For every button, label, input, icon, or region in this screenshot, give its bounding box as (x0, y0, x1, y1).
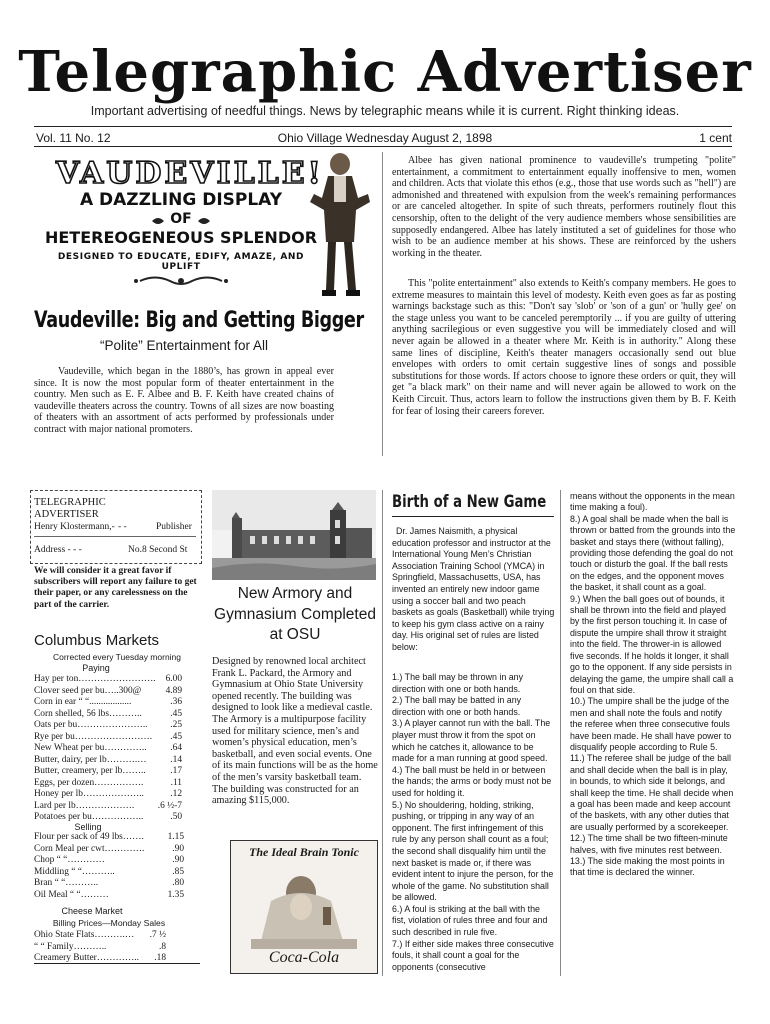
market-price: .45 (170, 731, 182, 742)
basketball-headline-rule (392, 516, 554, 517)
market-price: .85 (172, 866, 184, 877)
market-item: Butter, creamery, per lb…….. (34, 766, 146, 776)
armory-photo (212, 490, 376, 580)
market-row (34, 743, 182, 755)
top-rule (34, 126, 732, 127)
market-row (34, 789, 182, 801)
market-item: Hay per ton……………………. (34, 674, 156, 684)
market-row (34, 844, 184, 856)
ad-logo: Coca-Cola (268, 949, 340, 966)
publisher-divider (34, 536, 196, 537)
market-row (34, 778, 182, 790)
market-row (34, 832, 184, 844)
cheese-sub: Billing Prices—Monday Sales (52, 918, 166, 928)
market-item: Middling “ “……….. (34, 866, 115, 877)
market-price: .18 (154, 953, 166, 963)
lead-paragraph: Vaudeville, which began in the 1880’s, has grown in appeal ever since. It is now the most popular form of theater entertainment in the country. Men such as E. F. Albee and B. F. Keith have created chains of vaudeville theaters across the country. Towns of all sizes are now boasting of theaters with an assortment of acts performed by professionals under contract with major national promoters. (34, 366, 334, 435)
vaudeville-line-4: DESIGNED TO EDUCATE, EDIFY, AMAZE, AND UPLIFT (57, 252, 305, 272)
delivery-notice: We will consider it a great favor if subscribers will report any failure to get their paper, or any carelessness on the part of the carrier. (34, 566, 197, 610)
publisher-paper-name-2: ADVERTISER (34, 509, 99, 520)
armory-building-image (212, 490, 376, 580)
market-price: 6.00 (165, 674, 182, 684)
markets-bottom-rule (34, 963, 200, 964)
dateline: Ohio Village Wednesday August 2, 1898 (277, 131, 493, 145)
market-price: .80 (172, 878, 184, 888)
market-price: 1.35 (167, 889, 184, 900)
markets-paying-label: Paying (82, 663, 110, 673)
market-price: 4.89 (165, 685, 182, 696)
vaudeville-line-3: HETEREOGENEOUS SPLENDOR (44, 228, 318, 247)
market-price: .7 ½ (149, 930, 166, 940)
vaudeville-title: VAUDEVILLE! (56, 156, 324, 191)
cheese-list (34, 930, 166, 965)
market-price: .45 (170, 708, 182, 719)
masthead-tagline: Important advertising of needful things. News by telegraphic means while it is current. Right thinking ideas. (90, 104, 680, 118)
market-price: 1.15 (167, 832, 184, 842)
market-price: .25 (170, 720, 182, 730)
market-item: Flour per sack of 49 lbs……. (34, 832, 144, 842)
performer-illustration (306, 150, 374, 302)
market-item: Clover seed per bu…..300@ (34, 685, 142, 696)
market-row (34, 867, 184, 879)
coca-cola-advertisement (230, 840, 378, 974)
market-item: Corn in ear “ “.................. (34, 697, 132, 707)
market-item: Oil Meal “ “……… (34, 889, 109, 900)
flourish-icon (40, 272, 322, 290)
price: 1 cent (699, 131, 732, 145)
market-item: Honey per lb……………….. (34, 789, 144, 799)
masthead-title: Telegraphic Advertiser (18, 39, 752, 105)
volume-number: Vol. 11 No. 12 (36, 131, 111, 145)
market-row (34, 942, 166, 954)
lead-headline: Vaudeville: Big and Getting Bigger (34, 308, 364, 333)
market-row (34, 801, 182, 813)
market-row (34, 674, 182, 686)
market-price: .64 (170, 743, 182, 753)
vaudeville-ornament (40, 272, 322, 290)
market-row (34, 766, 182, 778)
publisher-name: Henry Klostermann,- (34, 522, 115, 532)
market-item: Bran “ “……….. (34, 878, 99, 888)
market-item: New Wheat per bu………….. (34, 743, 147, 753)
market-price: .90 (172, 855, 184, 865)
publisher-label: Publisher (156, 522, 192, 532)
vaudeville-line-1: A DAZZLING DISPLAY (79, 190, 283, 210)
markets-title: Columbus Markets (34, 632, 160, 649)
lead-right-paragraph-1: Albee has given national prominence to vaudeville's trumpeting "polite" entertainment, a commitment to entertainment equally inoffensive to men, women and children. Acts that violate this ethos (e.g., those that use words such as "hell") are admonished and threatened with expulsion from the week's remaining performances or are canceled altogether. In spite of such threats, performers routinely flout this censorship, often to the delight of the very audience members whose sensibilities are supposedly endangered. Albee has lately instituted a set of guidelines for those who wish to be an audience member at his shows. These are reinforced by the ushers working in the theater. (392, 155, 736, 259)
market-item: Oats per bu………………….. (34, 720, 148, 730)
market-price: .6 ½-7 (157, 800, 182, 811)
market-price: .14 (170, 754, 182, 765)
address-value: No.8 Second St (128, 545, 188, 555)
address-label: Address - - - (34, 545, 82, 555)
market-row (34, 697, 182, 709)
market-item: Potatoes per bu…………….. (34, 812, 144, 822)
cheese-label: Cheese Market (61, 906, 123, 916)
column-rule-lower-2 (560, 490, 561, 976)
market-price: .90 (172, 843, 184, 854)
armory-headline: New Armory and Gymnasium Completed at OSU (214, 585, 376, 643)
market-item: Rye per bu……………………. (34, 731, 153, 742)
market-item: Chop “ “………… (34, 855, 105, 865)
market-price: .12 (170, 789, 182, 799)
market-row (34, 890, 184, 902)
market-row (34, 720, 182, 732)
vaudeville-line-2: OF (170, 211, 192, 227)
market-row (34, 709, 182, 721)
column-rule-lower (382, 490, 383, 976)
dateline-rule (34, 146, 732, 147)
basketball-headline: Birth of a New Game (392, 492, 547, 512)
market-price: .17 (170, 766, 182, 776)
market-row (34, 686, 182, 698)
publisher-dashes: - - (118, 522, 127, 532)
basketball-intro: Dr. James Naismith, a physical education professor and instructor at the International Young Men’s Christian Association Training School (YMCA) in Springfield, Massachusetts, USA, has invented an entirely new indoor game using a soccer ball and two peach baskets as goals (Basketball) while trying to keep his gym class active on a rainy day. His original set of rules are listed below: (392, 526, 555, 652)
market-price: .50 (170, 812, 182, 822)
market-row (34, 732, 182, 744)
armory-body: Designed by renowned local architect Frank L. Packard, the Armory and Gymnasium at Ohio State University opened recently. The building was designed to look like a medieval castle. The Armory is a multipurpose facility used for military science, men’s and women’s physical education, men’s basketball, and even social events. One of its main functions will be as the home of the men’s varsity basketball team. The building was constructed for an amazing $115,000. (212, 656, 378, 807)
market-price: .36 (170, 697, 182, 707)
column-rule (382, 152, 383, 456)
market-item: Creamery Butter………….. (34, 953, 139, 963)
lead-right-paragraph-2: This "polite entertainment" also extends to Keith's company members. He goes to extreme measures to maintain this level of modesty. Keith even goes as far as posting warnings backstage such as this: "Don't say 'slob' or 'son of a gun' or 'hully gee' on the stage unless you want to be canceled peremptorily ... if you are guilty of uttering anything sacrilegious or even suggestive you will be immediately closed and will never again be allowed in a theater where Mr. Keith is in authority." Along these same lines of discipline, Keith's theater managers occasionally send out blue envelopes with orders to omit certain suggestive lines of songs and possible substitutions for those words. If actors choose to ignore these orders or quit, they will get "a black mark" on their name and will never again be allowed to work on the Keith Circuit. Thus, actors learn to follow the instructions given them by B. F. Keith for fear of losing their careers forever. (392, 278, 736, 417)
market-row (34, 755, 182, 767)
markets-corrected: Corrected every Tuesday morning (52, 652, 182, 662)
market-item: Ohio State Flats……….… (34, 930, 135, 940)
market-item: Corn shelled, 56 lbs……….. (34, 708, 142, 719)
market-row (34, 855, 184, 867)
market-price: .11 (170, 777, 182, 788)
selling-list (34, 832, 184, 901)
market-row (34, 930, 166, 942)
lead-subhead: “Polite” Entertainment for All (99, 338, 269, 353)
market-row (34, 878, 184, 890)
markets-selling-label: Selling (74, 822, 102, 832)
publisher-paper-name-1: TELEGRAPHIC (34, 497, 106, 508)
performer-image (306, 150, 374, 302)
ad-headline: The Ideal Brain Tonic (249, 845, 359, 859)
market-item: Corn Meal per cwt…………. (34, 843, 145, 854)
basketball-rules-col1: 1.) The ball may be thrown in any direction with one or both hands. 2.) The ball may be batted in any direction with one or both hands. 3.) A player cannot run with the ball. The player must throw it from the spot on which he catches it, allowance to be made for a man running at good speed. 4.) The ball must be held in or between the hands; the arms or body must not be used for holding it. 5.) No shouldering, holding, striking, pushing, or tripping in any way of an opponent. The first infringement of this rule by any person shall count as a foul; the second shall disqualify him until the next basket is made or, if there was evident intent to injure the person, for the whole of the game. No substitution shall be allowed. 6.) A foul is striking at the ball with the fist, violation of rules three and four and such described in rule five. 7.) If either side makes three consecutive fouls, it shall count a goal for the opponents (consecutive (392, 672, 554, 972)
paying-list (34, 674, 182, 824)
market-price: .8 (158, 941, 166, 952)
basketball-rules-col2: means without the opponents in the mean time making a foul). 8.) A goal shall be made when the ball is thrown or batted from the grounds into the basket and stays there (without falling), providing those defending the goal do not touch or disturb the goal. If the ball rests on the edges, and the opponent moves the basket, it shall count as a goal. 9.) When the ball goes out of bounds, it shall be thrown into the field and played by the first person touching it. In case of dispute the umpire shall throw it straight into the field. The thrower-in is allowed five seconds. If he holds it longer, it shall go to the opponent. If any side persists in delaying the game, the umpire shall call a foul on that side. 10.) The umpire shall be the judge of the men and shall note the fouls and notify the referee when three consecutive fouls have been made. He shall have power to disqualify people according to Rule 5. 11.) The referee shall be judge of the ball and shall decide when the ball is in play, in bounds, to which side it belongs, and shall keep the time. He shall decide when a goal has been made and keep account of the baskets, with any other duties that are usually performed by a scorekeeper. 12.) The time shall be two fifteen-minute halves, with five minutes rest between. 13.) The side making the most points in that time is declared the winner. (570, 491, 736, 878)
market-item: “ “ Family……….. (34, 941, 107, 952)
market-item: Eggs, per dozen……………. (34, 777, 144, 788)
market-item: Butter, dairy, per lb……….… (34, 754, 147, 765)
market-item: Lard per lb………………. (34, 800, 135, 811)
